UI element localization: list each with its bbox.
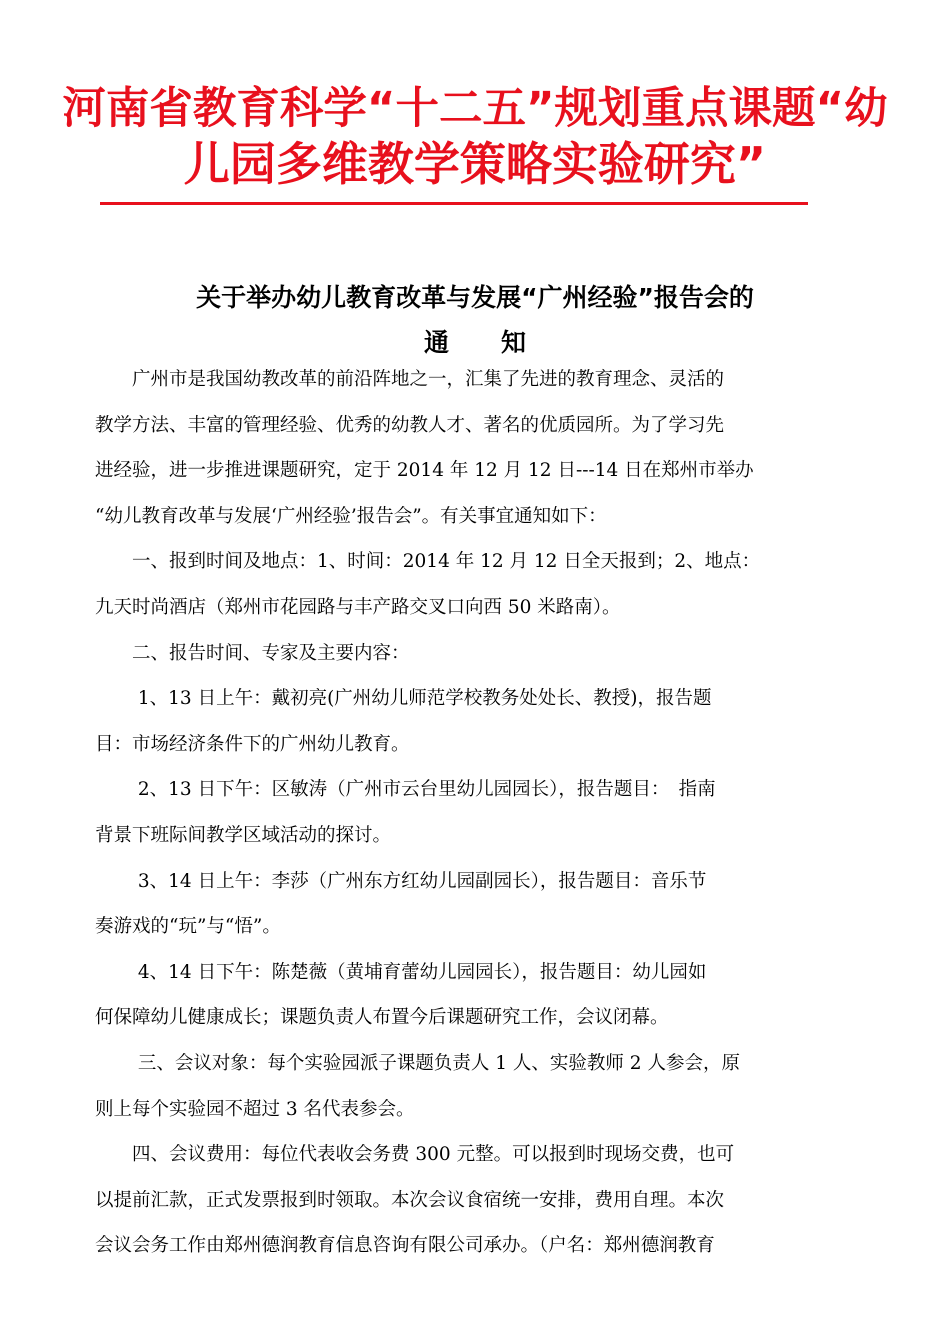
body-line: 1、13 日上午：戴初亮(广州幼儿师范学校教务处处长、教授)，报告题: [95, 688, 712, 710]
body-line: 奏游戏的“玩”与“悟”。: [95, 916, 281, 938]
body-line: 二、报告时间、专家及主要内容：: [95, 642, 410, 664]
body-line: 目：市场经济条件下的广州幼儿教育。: [95, 733, 410, 755]
body-line: 一、报到时间及地点：1、时间：2014 年 12 月 12 日全天报到；2、地点：: [95, 551, 761, 573]
body-line: “幼儿教育改革与发展‘广州经验’报告会”。有关事宜通知如下：: [95, 505, 607, 527]
body-line: 进经验，进一步推进课题研究，定于 2014 年 12 月 12 日---14 日在郑州市举办: [95, 460, 754, 482]
notice-body: [95, 371, 857, 1283]
body-line: 何保障幼儿健康成长；课题负责人布置今后课题研究工作，会议闭幕。: [95, 1007, 669, 1029]
body-line: 九天时尚酒店（郑州市花园路与丰产路交叉口向西 50 米路南）。: [95, 596, 621, 618]
body-line: 3、14 日上午：李莎（广州东方红幼儿园副园长），报告题目：音乐节: [95, 870, 707, 892]
notice-title: 关于举办幼儿教育改革与发展“广州经验”报告会的: [196, 283, 754, 312]
body-line: 以提前汇款，正式发票报到时领取。本次会议食宿统一安排，费用自理。本次: [95, 1189, 725, 1211]
header-title-line-1: 河南省教育科学“十二五”规划重点课题“幼: [62, 84, 888, 134]
body-line: 4、14 日下午：陈楚薇（黄埔育蕾幼儿园园长），报告题目：幼儿园如: [95, 961, 707, 983]
body-line: 背景下班际间教学区域活动的探讨。: [95, 824, 392, 846]
body-line: 教学方法、丰富的管理经验、优秀的幼教人才、著名的优质园所。为了学习先: [95, 414, 725, 436]
header-divider: [100, 202, 808, 205]
body-line: 则上每个实验园不超过 3 名代表参会。: [95, 1098, 415, 1120]
notice-subtitle: 通知: [423, 328, 578, 357]
body-line: 三、会议对象：每个实验园派子课题负责人 1 人、实验教师 2 人参会，原: [95, 1052, 740, 1074]
body-line: 会议会务工作由郑州德润教育信息咨询有限公司承办。（户名：郑州德润教育: [95, 1235, 715, 1257]
header-title-line-2: 儿园多维教学策略实验研究”: [183, 137, 767, 191]
body-line: 2、13 日下午：区敏涛（广州市云台里幼儿园园长），报告题目： 指南: [95, 779, 716, 801]
body-line: 四、会议费用：每位代表收会务费 300 元整。可以报到时现场交费，也可: [95, 1144, 735, 1166]
body-line: 广州市是我国幼教改革的前沿阵地之一，汇集了先进的教育理念、灵活的: [95, 369, 725, 390]
